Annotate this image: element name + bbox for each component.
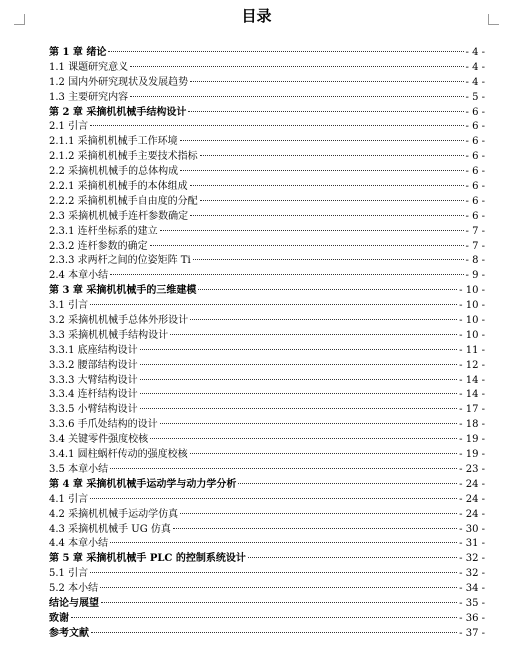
- toc-entry[interactable]: [49, 344, 485, 359]
- toc-entry-label: 3.3.6 手爪处结构的设计: [49, 419, 158, 431]
- toc-entry-page-number: - 19 -: [459, 434, 485, 446]
- toc-entry[interactable]: [49, 120, 485, 135]
- toc-entry[interactable]: [49, 225, 485, 240]
- toc-dot-leader: [110, 468, 457, 469]
- toc-entry-page-number: - 32 -: [459, 568, 485, 580]
- toc-entry-label: 2.3.3 求两杆之间的位姿矩阵 Ti: [49, 255, 191, 267]
- toc-entry[interactable]: [49, 165, 485, 180]
- toc-entry-page-number: - 36 -: [459, 612, 485, 624]
- toc-entry[interactable]: [49, 448, 485, 463]
- toc-dot-leader: [108, 51, 463, 52]
- toc-entry[interactable]: [49, 478, 485, 493]
- toc-entry-label: 第 3 章 采摘机机械手的三维建模: [49, 285, 197, 297]
- toc-entry-label: 致谢: [49, 612, 69, 624]
- toc-dot-leader: [190, 185, 464, 186]
- toc-entry[interactable]: [49, 269, 485, 284]
- toc-entry[interactable]: [49, 329, 485, 344]
- toc-entry-page-number: - 19 -: [459, 449, 485, 461]
- toc-entry[interactable]: [49, 418, 485, 433]
- toc-entry[interactable]: [49, 106, 485, 121]
- toc-entry[interactable]: [49, 597, 485, 612]
- toc-entry-label: 4.2 采摘机机械手运动学仿真: [49, 508, 179, 520]
- toc-dot-leader: [160, 423, 458, 424]
- toc-entry-label: 1.1 课题研究意义: [49, 61, 129, 73]
- toc-dot-leader: [200, 155, 464, 156]
- toc-entry[interactable]: [49, 508, 485, 523]
- toc-entry-label: 4.3 采摘机机械手 UG 仿真: [49, 523, 171, 535]
- toc-entry-label: 5.1 引言: [49, 568, 89, 580]
- toc-entry-label: 2.1.1 采摘机机械手工作环境: [49, 136, 178, 148]
- toc-entry-label: 2.1.2 采摘机机械手主要技术指标: [49, 151, 198, 163]
- toc-entry-page-number: - 10 -: [459, 285, 485, 297]
- toc-dot-leader: [130, 66, 463, 67]
- toc-entry[interactable]: [49, 582, 485, 597]
- toc-entry[interactable]: [49, 388, 485, 403]
- toc-entry[interactable]: [49, 627, 485, 642]
- toc-entry-label: 3.3.5 小臂结构设计: [49, 404, 138, 416]
- toc-dot-leader: [248, 557, 457, 558]
- toc-entry[interactable]: [49, 135, 485, 150]
- toc-dot-leader: [140, 349, 458, 350]
- toc-entry-page-number: - 9 -: [465, 270, 485, 282]
- toc-entry-label: 3.1 引言: [49, 300, 89, 312]
- toc-entry[interactable]: [49, 523, 485, 538]
- toc-entry-label: 3.4.1 圆柱蜗杆传动的强度校核: [49, 449, 188, 461]
- toc-dot-leader: [160, 230, 464, 231]
- toc-entry[interactable]: [49, 374, 485, 389]
- toc-entry-page-number: - 5 -: [465, 91, 485, 103]
- toc-entry-label: 3.2 采摘机机械手总体外形设计: [49, 315, 189, 327]
- toc-entry-page-number: - 4 -: [465, 76, 485, 88]
- toc-entry-label: 2.3 采摘机机械手连杆参数确定: [49, 210, 189, 222]
- toc-entry-label: 4.1 引言: [49, 493, 89, 505]
- toc-dot-leader: [90, 125, 463, 126]
- toc-dot-leader: [238, 483, 457, 484]
- toc-entry-page-number: - 14 -: [459, 389, 485, 401]
- toc-entry[interactable]: [49, 76, 485, 91]
- toc-entry[interactable]: [49, 314, 485, 329]
- toc-entry-page-number: - 6 -: [465, 151, 485, 163]
- toc-entry-page-number: - 17 -: [459, 404, 485, 416]
- toc-title: 目录: [241, 7, 272, 25]
- toc-entry[interactable]: [49, 284, 485, 299]
- toc-dot-leader: [110, 542, 457, 543]
- toc-entry-label: 3.3.3 大臂结构设计: [49, 374, 138, 386]
- toc-entry-label: 2.1 引言: [49, 121, 89, 133]
- toc-entry-label: 第 2 章 采摘机机械手结构设计: [49, 106, 187, 118]
- toc-entry-label: 第 5 章 采摘机机械手 PLC 的控制系统设计: [49, 553, 246, 565]
- toc-entry-label: 5.2 本小结: [49, 583, 99, 595]
- toc-entry-page-number: - 8 -: [465, 255, 485, 267]
- toc-dot-leader: [101, 602, 457, 603]
- toc-entry-page-number: - 4 -: [465, 47, 485, 58]
- toc-entry-page-number: - 4 -: [465, 61, 485, 73]
- toc-entry-label: 2.3.1 连杆坐标系的建立: [49, 225, 158, 237]
- toc-dot-leader: [140, 379, 458, 380]
- toc-entry-page-number: - 12 -: [459, 359, 485, 371]
- toc-dot-leader: [190, 81, 463, 82]
- toc-dot-leader: [180, 140, 464, 141]
- toc-dot-leader: [188, 111, 463, 112]
- toc-entry-label: 2.2 采摘机机械手的总体构成: [49, 166, 179, 178]
- toc-dot-leader: [100, 587, 457, 588]
- toc-entry[interactable]: [49, 433, 485, 448]
- toc-dot-leader: [90, 304, 457, 305]
- toc-entry-label: 3.3.2 腰部结构设计: [49, 359, 138, 371]
- toc-entry-label: 2.2.2 采摘机机械手自由度的分配: [49, 195, 198, 207]
- toc-entry[interactable]: [49, 61, 485, 76]
- toc-entry[interactable]: [49, 359, 485, 374]
- toc-entry-label: 第 1 章 绪论: [49, 47, 107, 58]
- toc-entry[interactable]: [49, 567, 485, 582]
- toc-dot-leader: [90, 572, 457, 573]
- toc-dot-leader: [110, 274, 463, 275]
- toc-entry-label: 1.2 国内外研究现状及发展趋势: [49, 76, 189, 88]
- toc-dot-leader: [190, 319, 457, 320]
- toc-dot-leader: [150, 245, 464, 246]
- toc-entry-label: 3.5 本章小结: [49, 463, 109, 475]
- toc-entry-label: 结论与展望: [49, 597, 99, 609]
- toc-entry-page-number: - 34 -: [459, 583, 485, 595]
- toc-dot-leader: [190, 453, 458, 454]
- toc-entry-label: 2.4 本章小结: [49, 270, 109, 282]
- toc-entry[interactable]: [49, 254, 485, 269]
- toc-entry-page-number: - 10 -: [459, 300, 485, 312]
- toc-dot-leader: [180, 513, 457, 514]
- toc-entry[interactable]: [49, 91, 485, 106]
- toc-entry-label: 4.4 本章小结: [49, 538, 109, 550]
- toc-entry[interactable]: [49, 150, 485, 165]
- toc-entry-page-number: - 23 -: [459, 463, 485, 475]
- toc-entry-page-number: - 6 -: [465, 166, 485, 178]
- toc-dot-leader: [170, 334, 457, 335]
- toc-entry[interactable]: [49, 552, 485, 567]
- toc-entry[interactable]: [49, 180, 485, 195]
- toc-entry-page-number: - 10 -: [459, 315, 485, 327]
- toc-entry-label: 第 4 章 采摘机机械手运动学与动力学分析: [49, 478, 237, 490]
- toc-dot-leader: [130, 96, 463, 97]
- toc-entry-label: 3.3.4 连杆结构设计: [49, 389, 138, 401]
- toc-entry-page-number: - 24 -: [459, 478, 485, 490]
- toc-entry-label: 3.3.1 底座结构设计: [49, 344, 138, 356]
- toc-entry[interactable]: [49, 537, 485, 552]
- toc-entry-page-number: - 31 -: [459, 538, 485, 550]
- toc-entry-page-number: - 37 -: [459, 627, 485, 639]
- toc-dot-leader: [190, 215, 463, 216]
- toc-entry-page-number: - 24 -: [459, 493, 485, 505]
- toc-entry-page-number: - 6 -: [465, 136, 485, 148]
- toc-entry-page-number: - 14 -: [459, 374, 485, 386]
- toc-entry[interactable]: [49, 493, 485, 508]
- toc-entry-page-number: - 30 -: [459, 523, 485, 535]
- toc-entry-page-number: - 35 -: [459, 597, 485, 609]
- toc-dot-leader: [198, 289, 457, 290]
- toc-dot-leader: [140, 408, 458, 409]
- toc-dot-leader: [200, 200, 464, 201]
- toc-entry[interactable]: [49, 210, 485, 225]
- toc-entry[interactable]: [49, 240, 485, 255]
- toc-dot-leader: [140, 364, 458, 365]
- toc-entry-page-number: - 32 -: [459, 553, 485, 565]
- toc-entry-page-number: - 6 -: [465, 121, 485, 133]
- toc-entry-label: 参考文献: [49, 627, 89, 639]
- toc-entry[interactable]: [49, 46, 485, 61]
- toc-entry-label: 2.2.1 采摘机机械手的本体组成: [49, 181, 188, 193]
- toc-entry-page-number: - 18 -: [459, 419, 485, 431]
- toc-entry-label: 2.3.2 连杆参数的确定: [49, 240, 148, 252]
- toc-entry-page-number: - 7 -: [465, 240, 485, 252]
- toc-dot-leader: [193, 259, 464, 260]
- toc-entry[interactable]: [49, 612, 485, 627]
- toc-entry-page-number: - 6 -: [465, 210, 485, 222]
- toc-entry[interactable]: [49, 463, 485, 478]
- toc-dot-leader: [180, 170, 463, 171]
- toc-entry-page-number: - 6 -: [465, 106, 485, 118]
- toc-entry-label: 1.3 主要研究内容: [49, 91, 129, 103]
- toc-dot-leader: [90, 498, 457, 499]
- toc-dot-leader: [91, 632, 457, 633]
- toc-entry-label: 3.3 采摘机机械手结构设计: [49, 329, 169, 341]
- toc-entry[interactable]: [49, 299, 485, 314]
- toc-entry-page-number: - 6 -: [465, 195, 485, 207]
- toc-entry-page-number: - 11 -: [459, 344, 485, 356]
- toc-entry-page-number: - 24 -: [459, 508, 485, 520]
- toc-dot-leader: [173, 528, 457, 529]
- table-of-contents: [49, 46, 485, 642]
- toc-entry-page-number: - 10 -: [459, 329, 485, 341]
- toc-entry[interactable]: [49, 195, 485, 210]
- toc-entry-page-number: - 6 -: [465, 181, 485, 193]
- toc-entry[interactable]: [49, 403, 485, 418]
- toc-dot-leader: [71, 617, 457, 618]
- toc-dot-leader: [150, 438, 457, 439]
- toc-dot-leader: [140, 393, 458, 394]
- toc-entry-page-number: - 7 -: [465, 225, 485, 237]
- toc-entry-label: 3.4 关键零件强度校核: [49, 434, 149, 446]
